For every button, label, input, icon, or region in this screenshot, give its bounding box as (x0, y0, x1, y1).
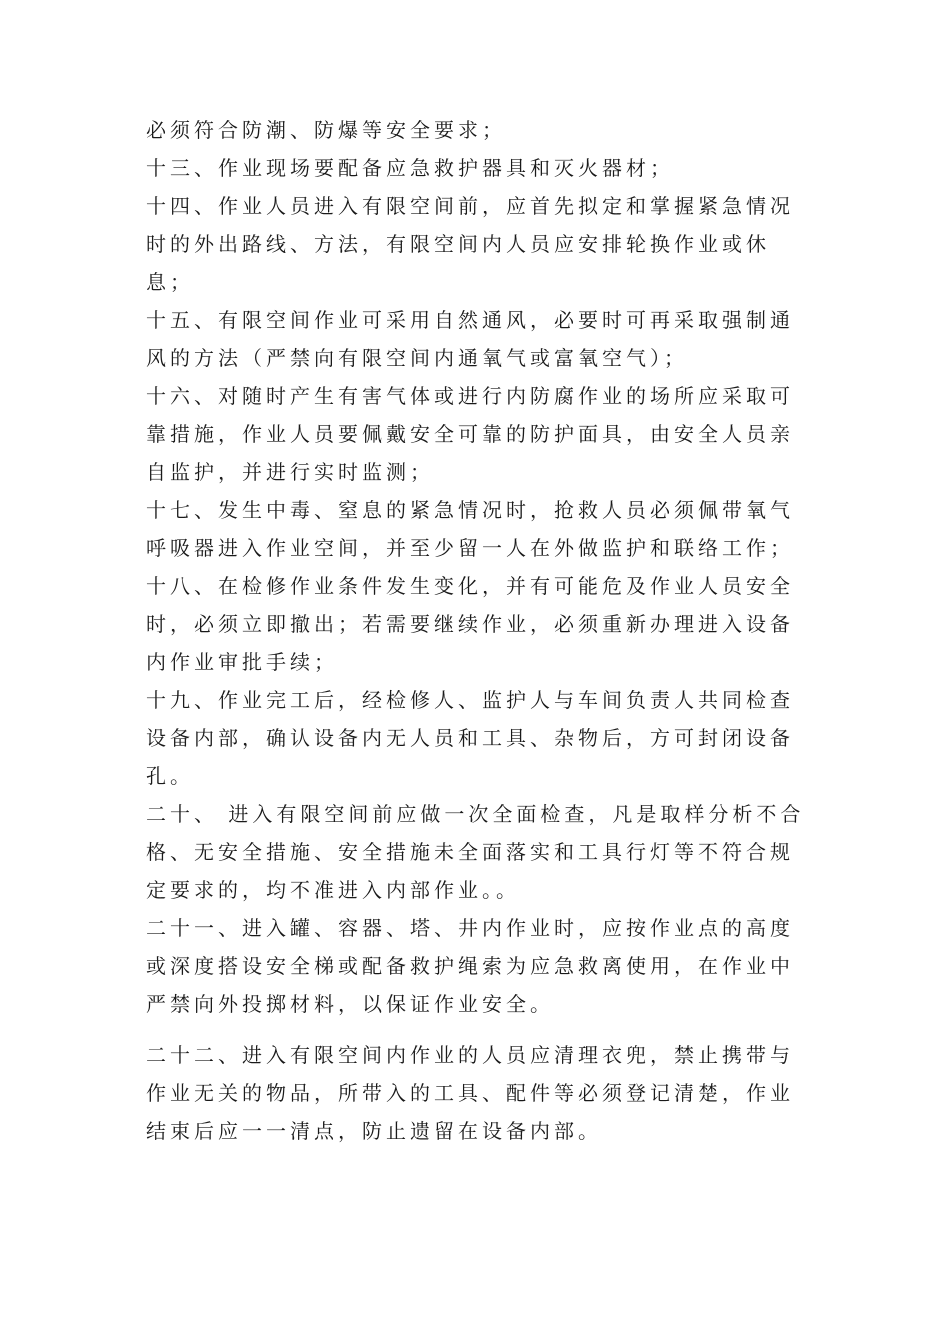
paragraph-item-21: 二十一、进入罐、容器、塔、井内作业时，应按作业点的高度或深度搭设安全梯或配备救护绳索为应急救离使用，在作业中严禁向外投掷材料，以保证作业安全。 (146, 916, 794, 1016)
paragraph-item-14: 十四、作业人员进入有限空间前，应首先拟定和掌握紧急情况时的外出路线、方法，有限空间内人员应安排轮换作业或休息； (146, 194, 794, 294)
paragraph-item-20: 二十、 进入有限空间前应做一次全面检查，凡是取样分析不合格、无安全措施、安全措施未全面落实和工具行灯等不符合规定要求的，均不准进入内部作业。。 (146, 802, 805, 902)
paragraph-item-18: 十八、在检修作业条件发生变化，并有可能危及作业人员安全时，必须立即撤出；若需要继续作业，必须重新办理进入设备内作业审批手续； (146, 574, 794, 674)
paragraph-continuation: 必须符合防潮、防爆等安全要求； (146, 118, 506, 142)
paragraph-item-16: 十六、对随时产生有害气体或进行内防腐作业的场所应采取可靠措施，作业人员要佩戴安全可靠的防护面具，由安全人员亲自监护，并进行实时监测； (146, 384, 794, 484)
paragraph-item-13: 十三、作业现场要配备应急救护器具和灭火器材； (146, 156, 674, 180)
document-body (146, 111, 806, 1150)
paragraph-item-22: 二十二、进入有限空间内作业的人员应清理衣兜，禁止携带与作业无关的物品，所带入的工具、配件等必须登记清楚，作业结束后应一一清点，防止遗留在设备内部。 (146, 1043, 794, 1143)
paragraph-item-15: 十五、有限空间作业可采用自然通风，必要时可再采取强制通风的方法（严禁向有限空间内通氧气或富氧空气）； (146, 308, 794, 370)
paragraph-item-17: 十七、发生中毒、窒息的紧急情况时，抢救人员必须佩带氧气呼吸器进入作业空间，并至少留一人在外做监护和联络工作； (146, 498, 794, 560)
paragraph-item-19: 十九、作业完工后，经检修人、监护人与车间负责人共同检查设备内部，确认设备内无人员和工具、杂物后，方可封闭设备孔。 (146, 688, 794, 788)
